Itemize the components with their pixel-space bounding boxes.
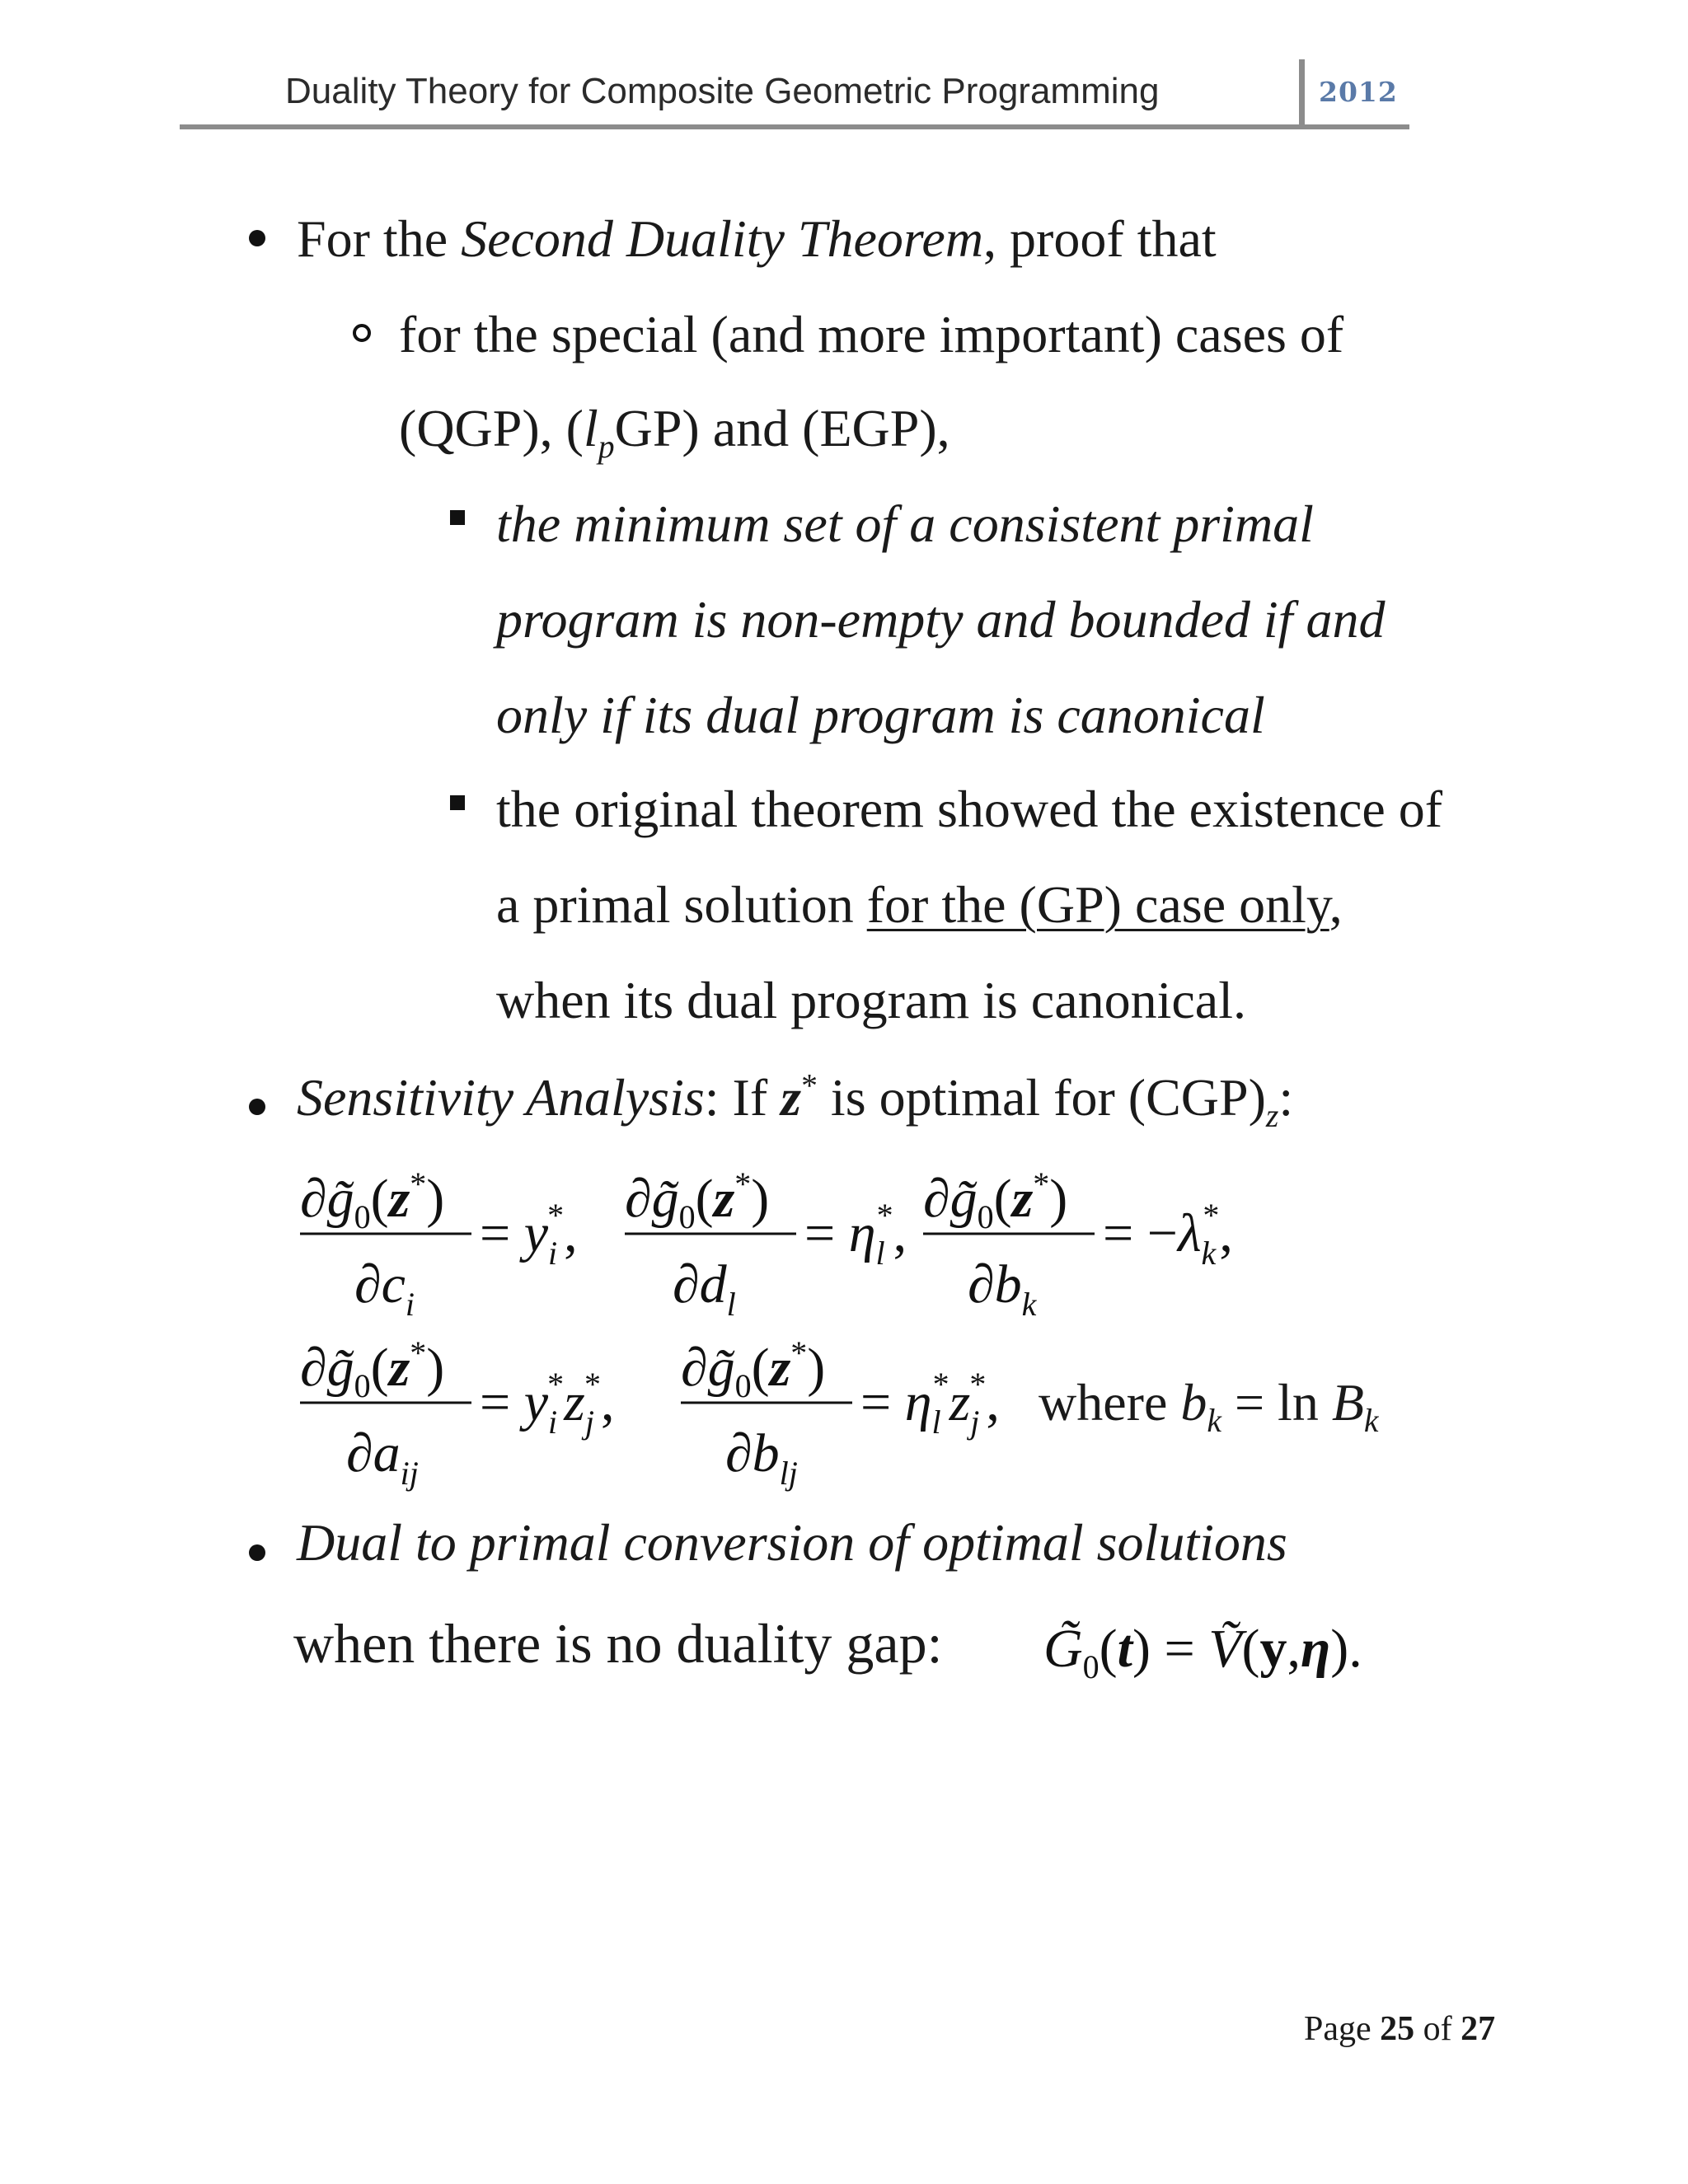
dual-to-primal-line-2 (293, 1612, 943, 1675)
bullet-square-icon (450, 795, 465, 810)
svg-text:∂g̃0(z*): $\partial g̃_0(z^*)$ (300, 1165, 445, 1235)
text-segment: a primal solution (496, 875, 867, 934)
page-label: Page (1304, 2010, 1372, 2048)
text-segment: , proof that (983, 209, 1217, 268)
svg-text:= ηl*,: = $\eta_l*$, (804, 1197, 907, 1272)
text-segment: , (1329, 875, 1343, 934)
text-segment: GP) and (EGP), (614, 399, 950, 457)
duality-gap-equation (1037, 1597, 1416, 1688)
where-clause: where $b_k = \ln B_k$ (1039, 1373, 1379, 1439)
text-segment: : (1278, 1068, 1294, 1127)
page-total: 27 (1461, 2010, 1496, 2048)
original-theorem-line-2 (496, 875, 1343, 934)
svg-text:∂g̃0(z*): $\partial g̃_0(z^*)$ (300, 1334, 445, 1404)
original-theorem-line-3: when its dual program is canonical. (496, 971, 1246, 1029)
svg-text:= yi*zj*,: = $y_i*z_j*$, (480, 1366, 615, 1441)
minimum-set-line-1: the minimum set of a consistent primal (496, 494, 1314, 553)
svg-text:∂blj: $\partial b_{lj}$ (725, 1423, 798, 1492)
text-segment: : If (704, 1068, 781, 1127)
bullet-dot-icon (249, 230, 265, 246)
ln-word: ln (1278, 1373, 1319, 1432)
page-number: 25 (1380, 2010, 1415, 2048)
header-title: Duality Theory for Composite Geometric Programming (285, 71, 1160, 111)
svg-text:∂dl: $\partial d_l$ (673, 1254, 736, 1323)
svg-text:∂g̃0(z*): $\partial g̃_0(z^*)$ (923, 1165, 1068, 1235)
svg-text:∂aij: $\partial a_{ij}$ (346, 1423, 419, 1492)
bullet-dot-icon (249, 1099, 265, 1115)
original-theorem-line-1: the original theorem showed the existence of (496, 780, 1443, 838)
sensitivity-line: Sensitivity Analysis: If z* is optimal for $(CGP)_z$: (297, 1067, 1294, 1134)
dual-to-primal-line-1: Dual to primal conversion of optimal solutions (297, 1513, 1287, 1572)
underlined-text: for the (GP) case only (866, 875, 1329, 934)
text-segment: For the (297, 209, 462, 268)
bullet-dot-icon (249, 1544, 265, 1561)
svg-text:∂bk: $\partial b_k$ (968, 1254, 1037, 1323)
of-label: of (1423, 2010, 1452, 2048)
svg-text:= ηl*zj*,: = $\eta_l*z_j*$, (860, 1366, 1000, 1441)
second-duality-line (297, 209, 1217, 268)
svg-text:= yi*,: = $y_i*$, (480, 1197, 578, 1272)
text-segment: when there is no duality gap: (293, 1612, 943, 1675)
header-rule (180, 124, 1409, 129)
header-separator (1299, 59, 1305, 129)
svg-text:∂g̃0(z*): $\partial g̃_0(z^*)$ (681, 1334, 826, 1404)
text-segment: is optimal for (CGP) (817, 1068, 1266, 1127)
bullet-ring-icon (353, 324, 371, 342)
svg-text:∂g̃0(z*): $\partial g̃_0(z^*)$ (625, 1165, 770, 1235)
lp-p: p (598, 428, 615, 465)
svg-text:G̃0(t) = Ṽ(y,η).: $G̃_0(t)$ = Ṽ(y,η). (1043, 1619, 1362, 1685)
where-word: where (1039, 1373, 1168, 1432)
sensitivity-equations-row-1 (288, 1154, 1278, 1327)
theorem-name: Second Duality Theorem (461, 209, 984, 268)
bullet-square-icon (450, 510, 465, 525)
lp-l: l (583, 399, 598, 457)
minimum-set-line-2: program is non-empty and bounded if and (496, 590, 1386, 649)
minimum-set-line-3: only if its dual program is canonical (496, 686, 1265, 744)
svg-text:∂ci: $\partial c_i$ (354, 1254, 415, 1323)
running-header (180, 0, 1409, 134)
sensitivity-title: Sensitivity Analysis (297, 1068, 705, 1127)
special-cases-line-2 (399, 399, 950, 465)
text-segment: (QGP), ( (399, 399, 584, 457)
page-footer (1304, 2009, 1495, 2049)
svg-text:= −λk*,: = $-\lambda_k*$, (1103, 1197, 1233, 1272)
subscript-z: z (1265, 1097, 1279, 1134)
header-year: 2012 (1319, 76, 1398, 108)
special-cases-line-1: for the special (and more important) cases of (399, 305, 1344, 363)
